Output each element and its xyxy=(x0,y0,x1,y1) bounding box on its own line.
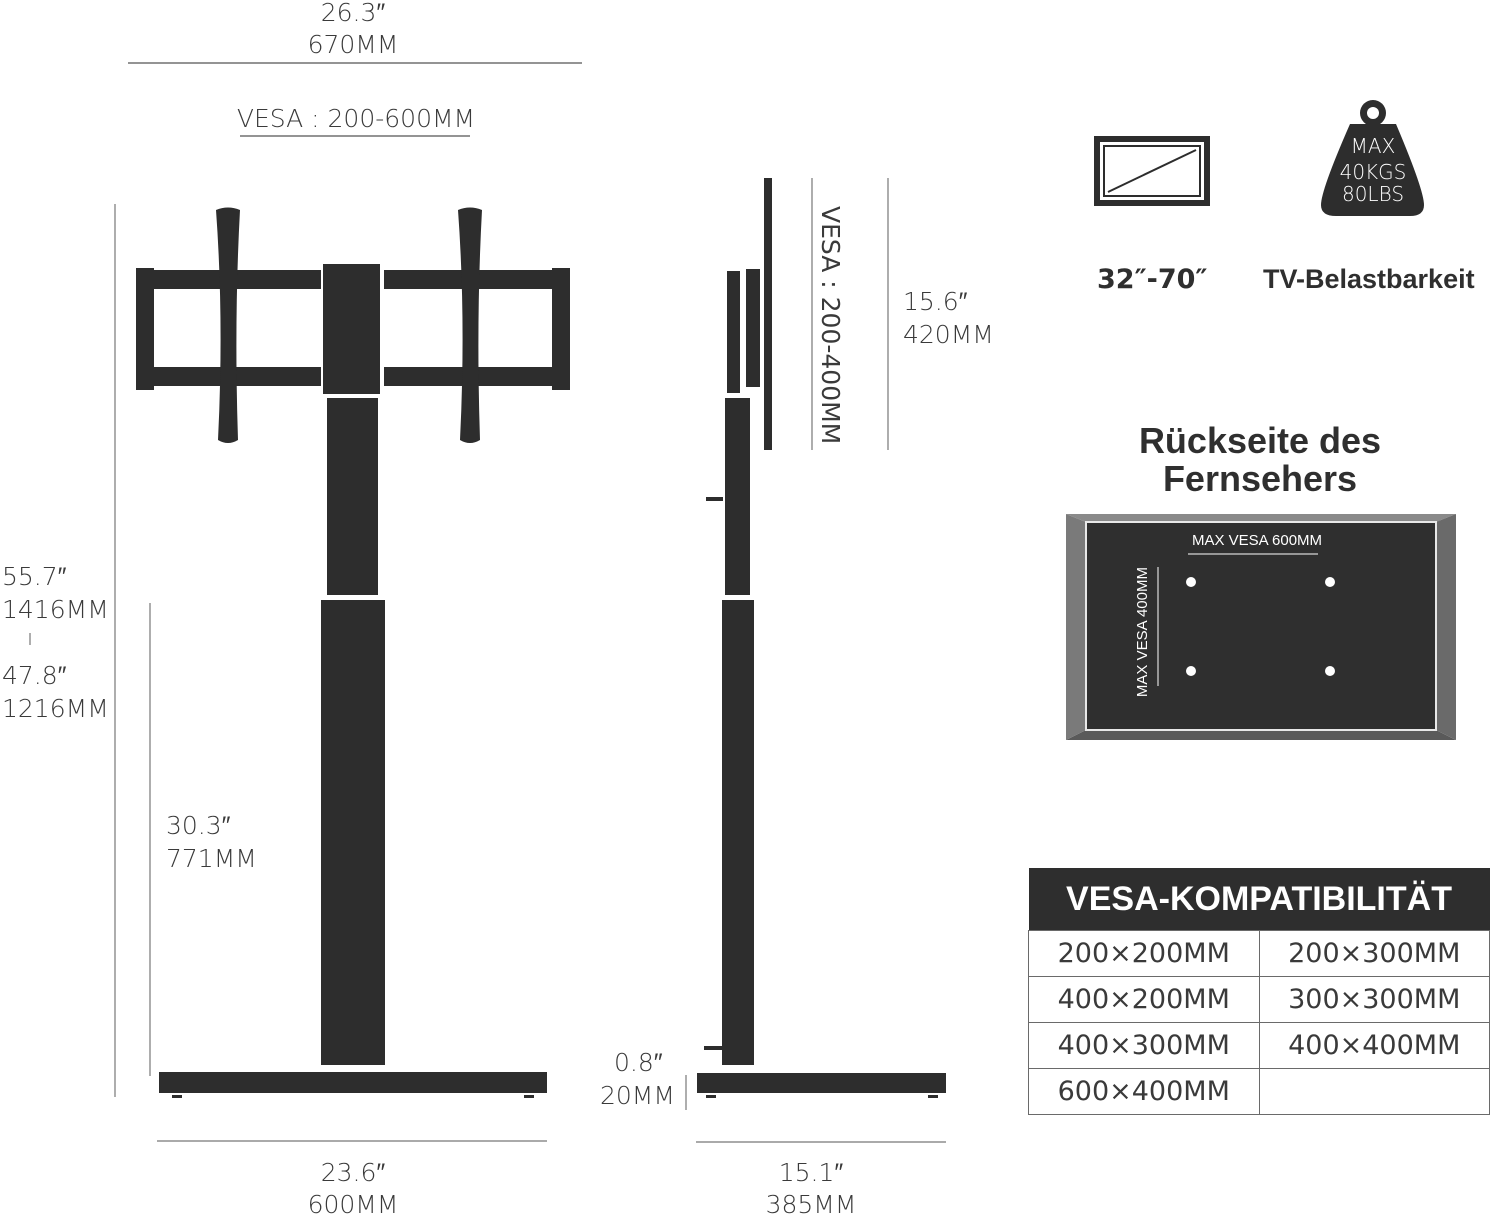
table-cell: 400×200MM xyxy=(1029,977,1260,1023)
load-capacity-label: TV-Belastbarkeit xyxy=(1263,264,1475,294)
table-row xyxy=(1029,977,1490,1023)
base-depth-mm: 385MM xyxy=(765,1190,857,1219)
front-top-width-mm: 670MM xyxy=(307,30,399,59)
bracket-height-in: 15.6″ xyxy=(903,287,968,316)
vesa-compatibility-table xyxy=(1028,868,1490,1115)
table-cell: 400×300MM xyxy=(1029,1023,1260,1069)
weight-line-2: 40KGS xyxy=(1339,160,1407,184)
min-height-in: 47.8″ xyxy=(2,661,67,690)
table-cell xyxy=(1259,1069,1490,1115)
tv-back-horizontal-label: MAX VESA 600MM xyxy=(1192,532,1323,549)
tv-back-title-1: Rückseite des xyxy=(1138,420,1382,461)
weight-line-3: 80LBS xyxy=(1341,182,1405,206)
screen-size-icon xyxy=(1094,136,1210,206)
base-thickness-mm: 20MM xyxy=(600,1081,675,1110)
base-thickness-in: 0.8″ xyxy=(614,1048,663,1077)
table-row xyxy=(1029,931,1490,977)
table-cell: 300×300MM xyxy=(1259,977,1490,1023)
table-cell: 600×400MM xyxy=(1029,1069,1260,1115)
max-height-in: 55.7″ xyxy=(2,562,67,591)
tv-back-title-2: Fernsehers xyxy=(1162,458,1358,499)
table-cell: 400×400MM xyxy=(1259,1023,1490,1069)
front-top-width-in: 26.3″ xyxy=(320,0,386,27)
max-height-mm: 1416MM xyxy=(2,595,109,624)
table-row xyxy=(1029,1023,1490,1069)
base-width-in: 23.6″ xyxy=(320,1158,386,1187)
table-cell: 200×200MM xyxy=(1029,931,1260,977)
column-height-mm: 771MM xyxy=(166,844,257,873)
table-row xyxy=(1029,1069,1490,1115)
column-height-in: 30.3″ xyxy=(166,811,231,840)
table-cell: 200×300MM xyxy=(1259,931,1490,977)
base-width-mm: 600MM xyxy=(307,1190,399,1219)
base-depth-in: 15.1″ xyxy=(778,1158,844,1187)
weight-line-1: MAX xyxy=(1350,134,1396,158)
front-view xyxy=(30,63,582,1141)
tv-back-vertical-label: MAX VESA 400MM xyxy=(1134,567,1151,698)
bracket-height-mm: 420MM xyxy=(903,320,994,349)
vesa-table-header: VESA-KOMPATIBILITÄT xyxy=(1029,868,1490,931)
front-vesa-label: VESA : 200-600MM xyxy=(236,104,476,133)
screen-size-label: 32″-70″ xyxy=(1097,264,1208,295)
min-height-mm: 1216MM xyxy=(2,694,109,723)
side-vesa-label: VESA : 200-400MM xyxy=(816,206,845,445)
